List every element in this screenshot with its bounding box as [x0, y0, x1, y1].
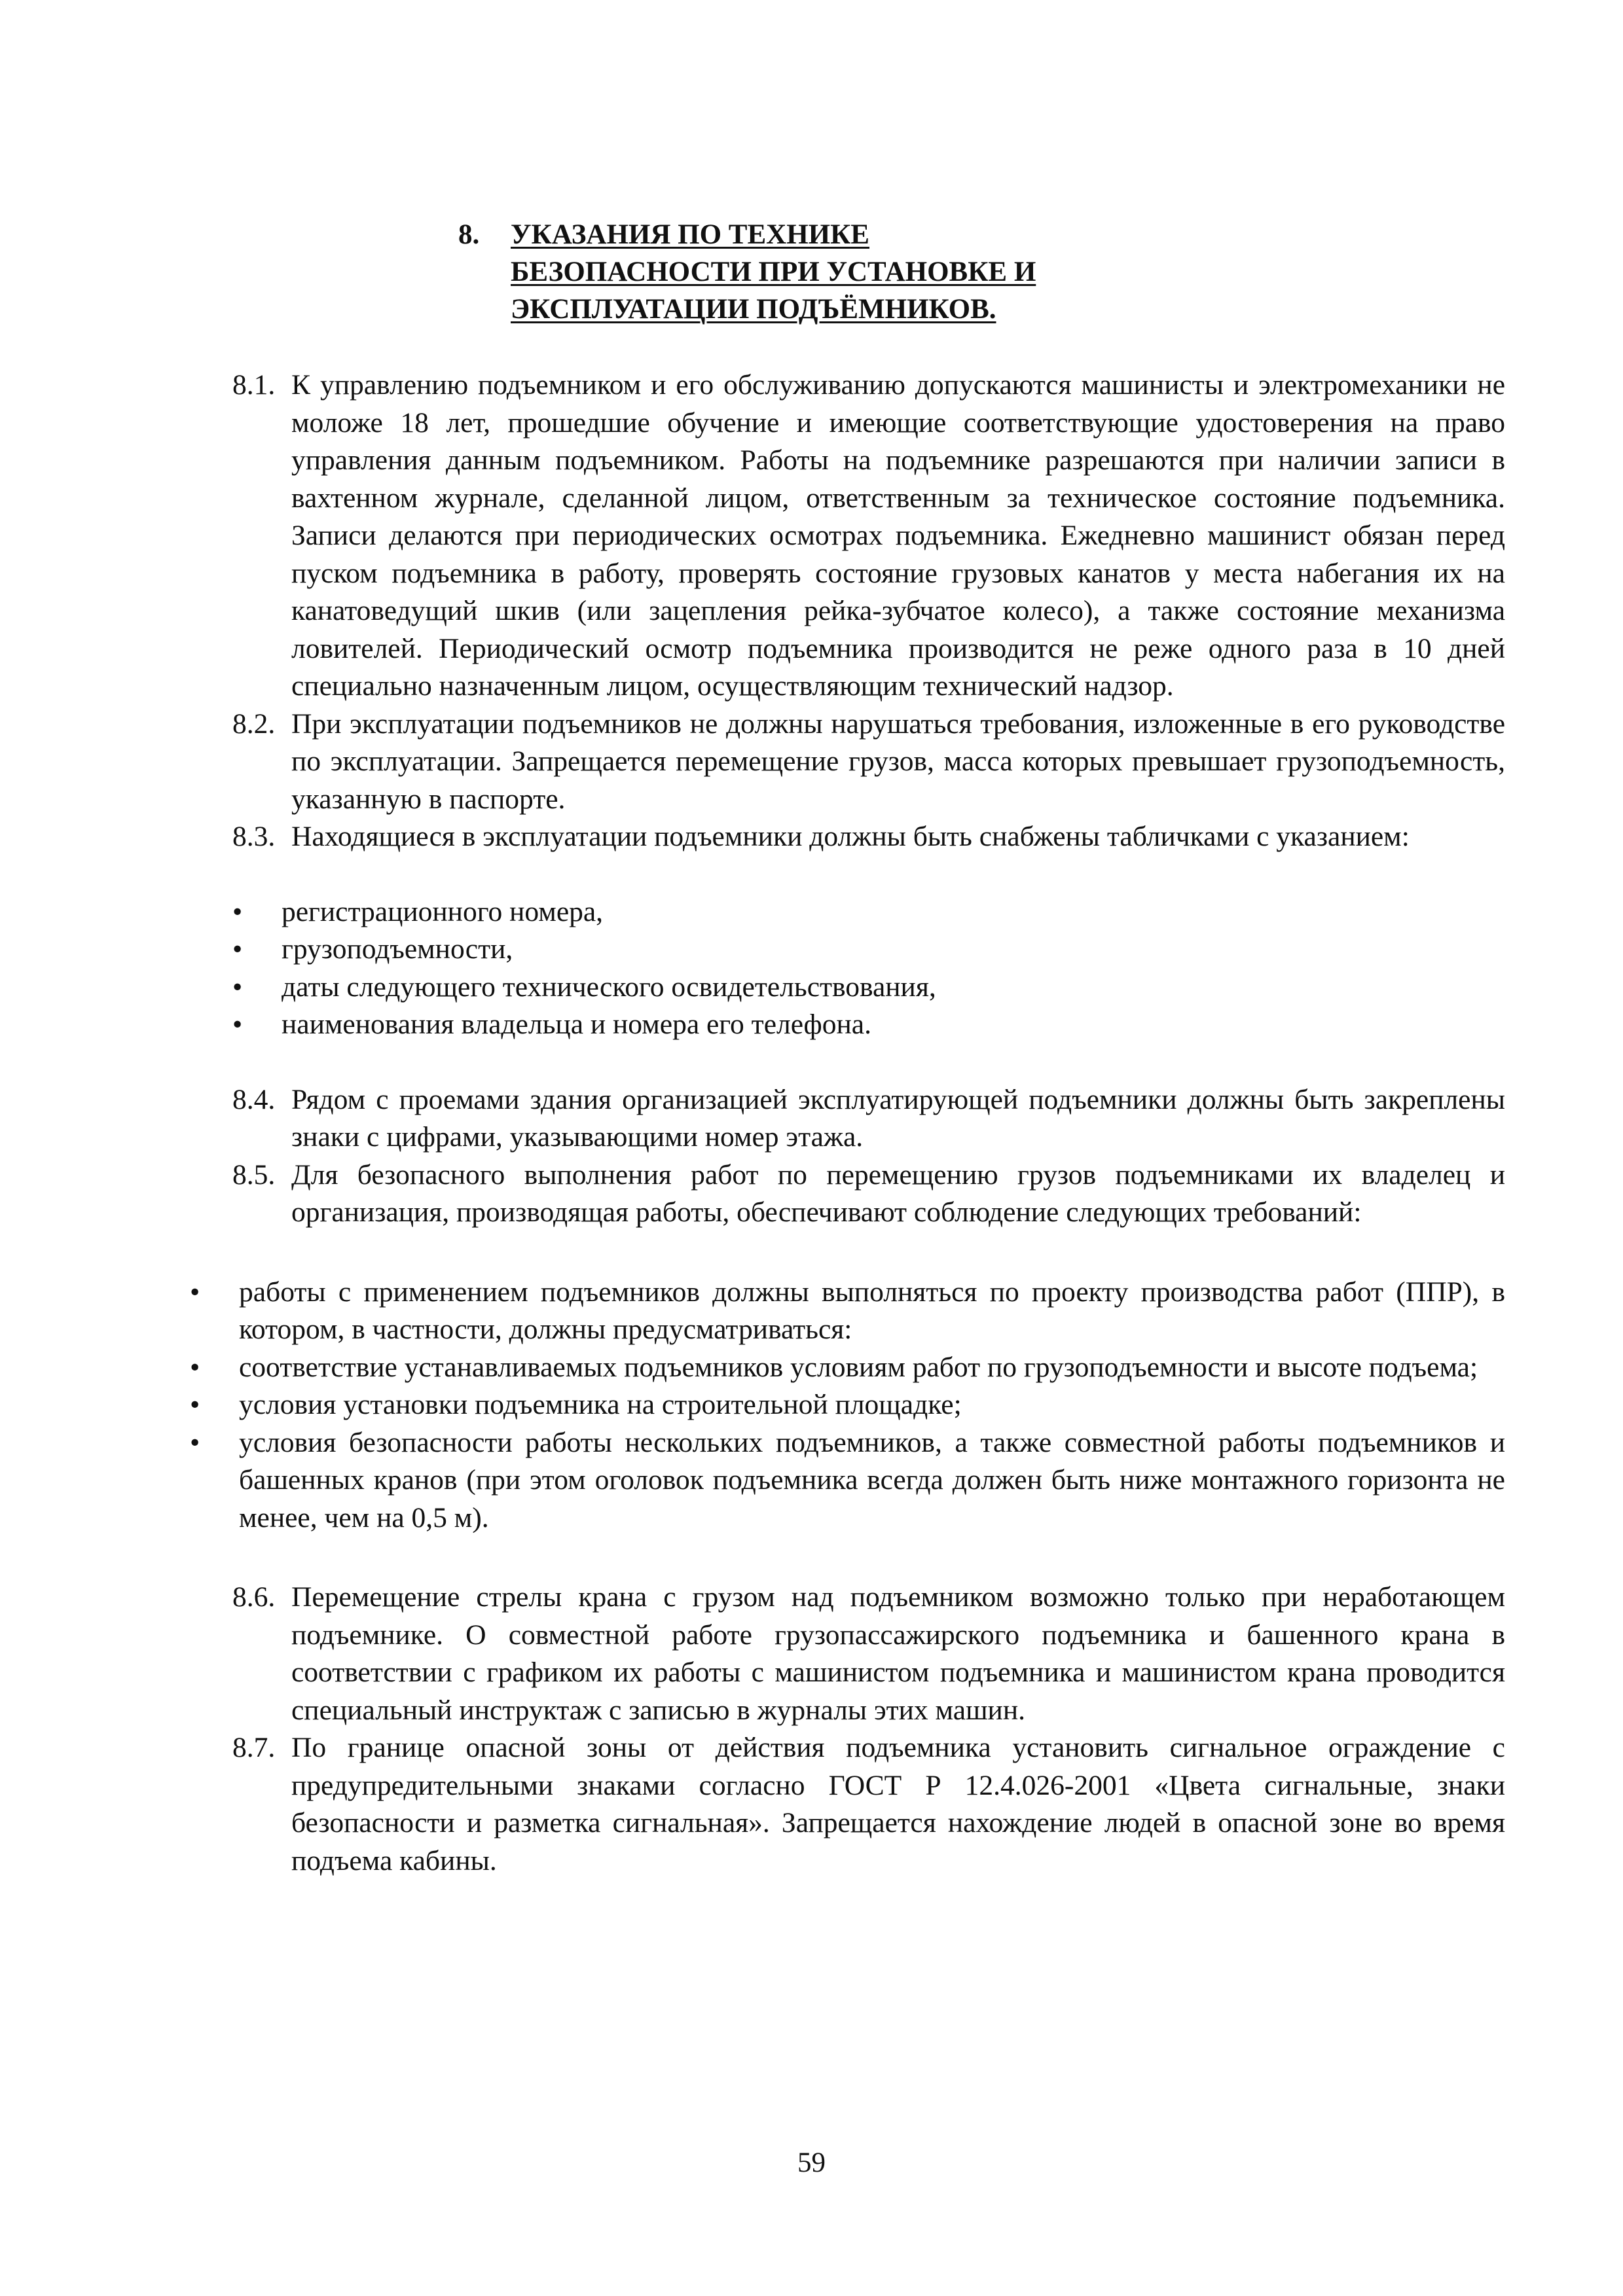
- numbered-paragraph: [232, 1081, 1505, 1157]
- spacer: [232, 1044, 1505, 1081]
- paragraph-text: По границе опасной зоны от действия подъемника установить сигнальное ограждение с предупредительными знаками согласно ГОСТ Р 12.4.026-2001 «Цвета сигнальные, знаки безопасности и разметка сигнальная». Запрещается нахождение людей в опасной зоне во время подъема кабины.: [291, 1732, 1505, 1876]
- numbered-paragraph: [232, 706, 1505, 819]
- plate-info-list: [232, 893, 1505, 1044]
- list-item-text: даты следующего технического освидетельствования,: [282, 971, 936, 1003]
- paragraph-text: Рядом с проемами здания организацией эксплуатирующей подъемники должны быть закреплены знаки с цифрами, указывающими номер этажа.: [291, 1083, 1505, 1153]
- paragraph-number: 8.6.: [232, 1581, 276, 1613]
- section-number: 8.: [458, 219, 480, 250]
- paragraph-number: 8.5.: [232, 1158, 276, 1191]
- page-number: 59: [797, 2147, 826, 2178]
- spacer: [232, 1232, 1505, 1274]
- list-item-text: грузоподъемности,: [282, 933, 513, 965]
- list-item: [190, 1349, 1505, 1387]
- numbered-paragraph: [232, 1729, 1505, 1880]
- list-item: [232, 931, 1505, 969]
- list-item: [190, 1386, 1505, 1424]
- bullet-icon: •: [190, 1426, 200, 1458]
- paragraph-text: К управлению подъемником и его обслуживанию допускаются машинисты и электромеханики не моложе 18 лет, прошедшие обучение и имеющие соответствующие удостоверения на право управления данным подъемником. Работы на подъемнике разрешаются при наличии записи в вахтенном журнале, сделанной лицом, ответственным за техническое состояние подъемника. Записи делаются при периодических осмотрах подъемника. Ежедневно машинист обязан перед пуском подъемника в работу, проверять состояние грузовых канатов у места набегания их на канатоведущий шкив (или зацепления рейка-зубчатое колесо), а также состояние механизма ловителей. Периодический осмотр подъемника производится не реже одного раза в 10 дней специально назначенным лицом, осуществляющим технический надзор.: [291, 369, 1505, 702]
- paragraph-text: Находящиеся в эксплуатации подъемники должны быть снабжены табличками с указанием:: [291, 821, 1410, 852]
- section-title: [458, 216, 1309, 328]
- bullet-icon: •: [190, 1389, 200, 1420]
- paragraph-number: 8.1.: [232, 369, 276, 401]
- section-title-text: УКАЗАНИЯ ПО ТЕХНИКЕ: [511, 219, 869, 250]
- paragraph-text: При эксплуатации подъемников не должны нарушаться требования, изложенные в его руководстве по эксплуатации. Запрещается перемещение грузов, масса которых превышает грузоподъемность, указанную в паспорте.: [291, 708, 1505, 815]
- spacer: [232, 856, 1505, 893]
- paragraph-number: 8.7.: [232, 1732, 276, 1763]
- list-item-text: соответствие устанавливаемых подъемников условиям работ по грузоподъемности и высоте подъема;: [239, 1351, 1478, 1383]
- bullet-icon: •: [190, 1351, 200, 1383]
- list-item-text: условия безопасности работы нескольких подъемников, а также совместной работы подъемников и башенных кранов (при этом оголовок подъемника всегда должен быть ниже монтажного горизонта не менее, чем на 0,5 м).: [239, 1426, 1505, 1534]
- list-item-text: условия установки подъемника на строительной площадке;: [239, 1389, 962, 1420]
- list-item-text: работы с применением подъемников должны выполняться по проекту производства работ (ППР), в котором, в частности, должны предусматриваться:: [239, 1276, 1505, 1345]
- numbered-paragraph: [232, 1157, 1505, 1232]
- section-title-line: ЭКСПЛУАТАЦИИ ПОДЪЁМНИКОВ.: [511, 294, 996, 325]
- list-item: [232, 1006, 1505, 1044]
- list-item: [232, 969, 1505, 1007]
- bullet-icon: •: [232, 895, 243, 927]
- numbered-paragraph: [232, 367, 1505, 706]
- bullet-icon: •: [190, 1276, 200, 1308]
- bullet-icon: •: [232, 971, 243, 1003]
- bullet-icon: •: [232, 933, 243, 965]
- paragraph-number: 8.4.: [232, 1083, 276, 1115]
- list-item: [232, 893, 1505, 931]
- list-item: [190, 1424, 1505, 1537]
- paragraph-text: Для безопасного выполнения работ по перемещению грузов подъемниками их владелец и организация, производящая работы, обеспечивают соблюдение следующих требований:: [291, 1158, 1505, 1228]
- document-body: [190, 367, 1505, 1880]
- paragraph-text: Перемещение стрелы крана с грузом над подъемником возможно только при неработающем подъемнике. О совместной работе грузопассажирского подъемника и башенного крана в соответствии с графиком их работы с машинистом подъемника и машинистом крана проводится специальный инструктаж с записью в журналы этих машин.: [291, 1581, 1505, 1726]
- list-item-text: наименования владельца и номера его телефона.: [282, 1009, 871, 1040]
- list-item-text: регистрационного номера,: [282, 895, 604, 927]
- section-title-line: [458, 216, 1309, 253]
- list-item: [190, 1274, 1505, 1349]
- spacer: [232, 1537, 1505, 1579]
- bullet-icon: •: [232, 1009, 243, 1040]
- section-title-line: БЕЗОПАСНОСТИ ПРИ УСТАНОВКЕ И: [511, 257, 1036, 287]
- paragraph-number: 8.3.: [232, 821, 276, 852]
- numbered-paragraph: [232, 818, 1505, 856]
- requirements-list: [190, 1274, 1505, 1537]
- paragraph-number: 8.2.: [232, 708, 276, 740]
- numbered-paragraph: [232, 1579, 1505, 1729]
